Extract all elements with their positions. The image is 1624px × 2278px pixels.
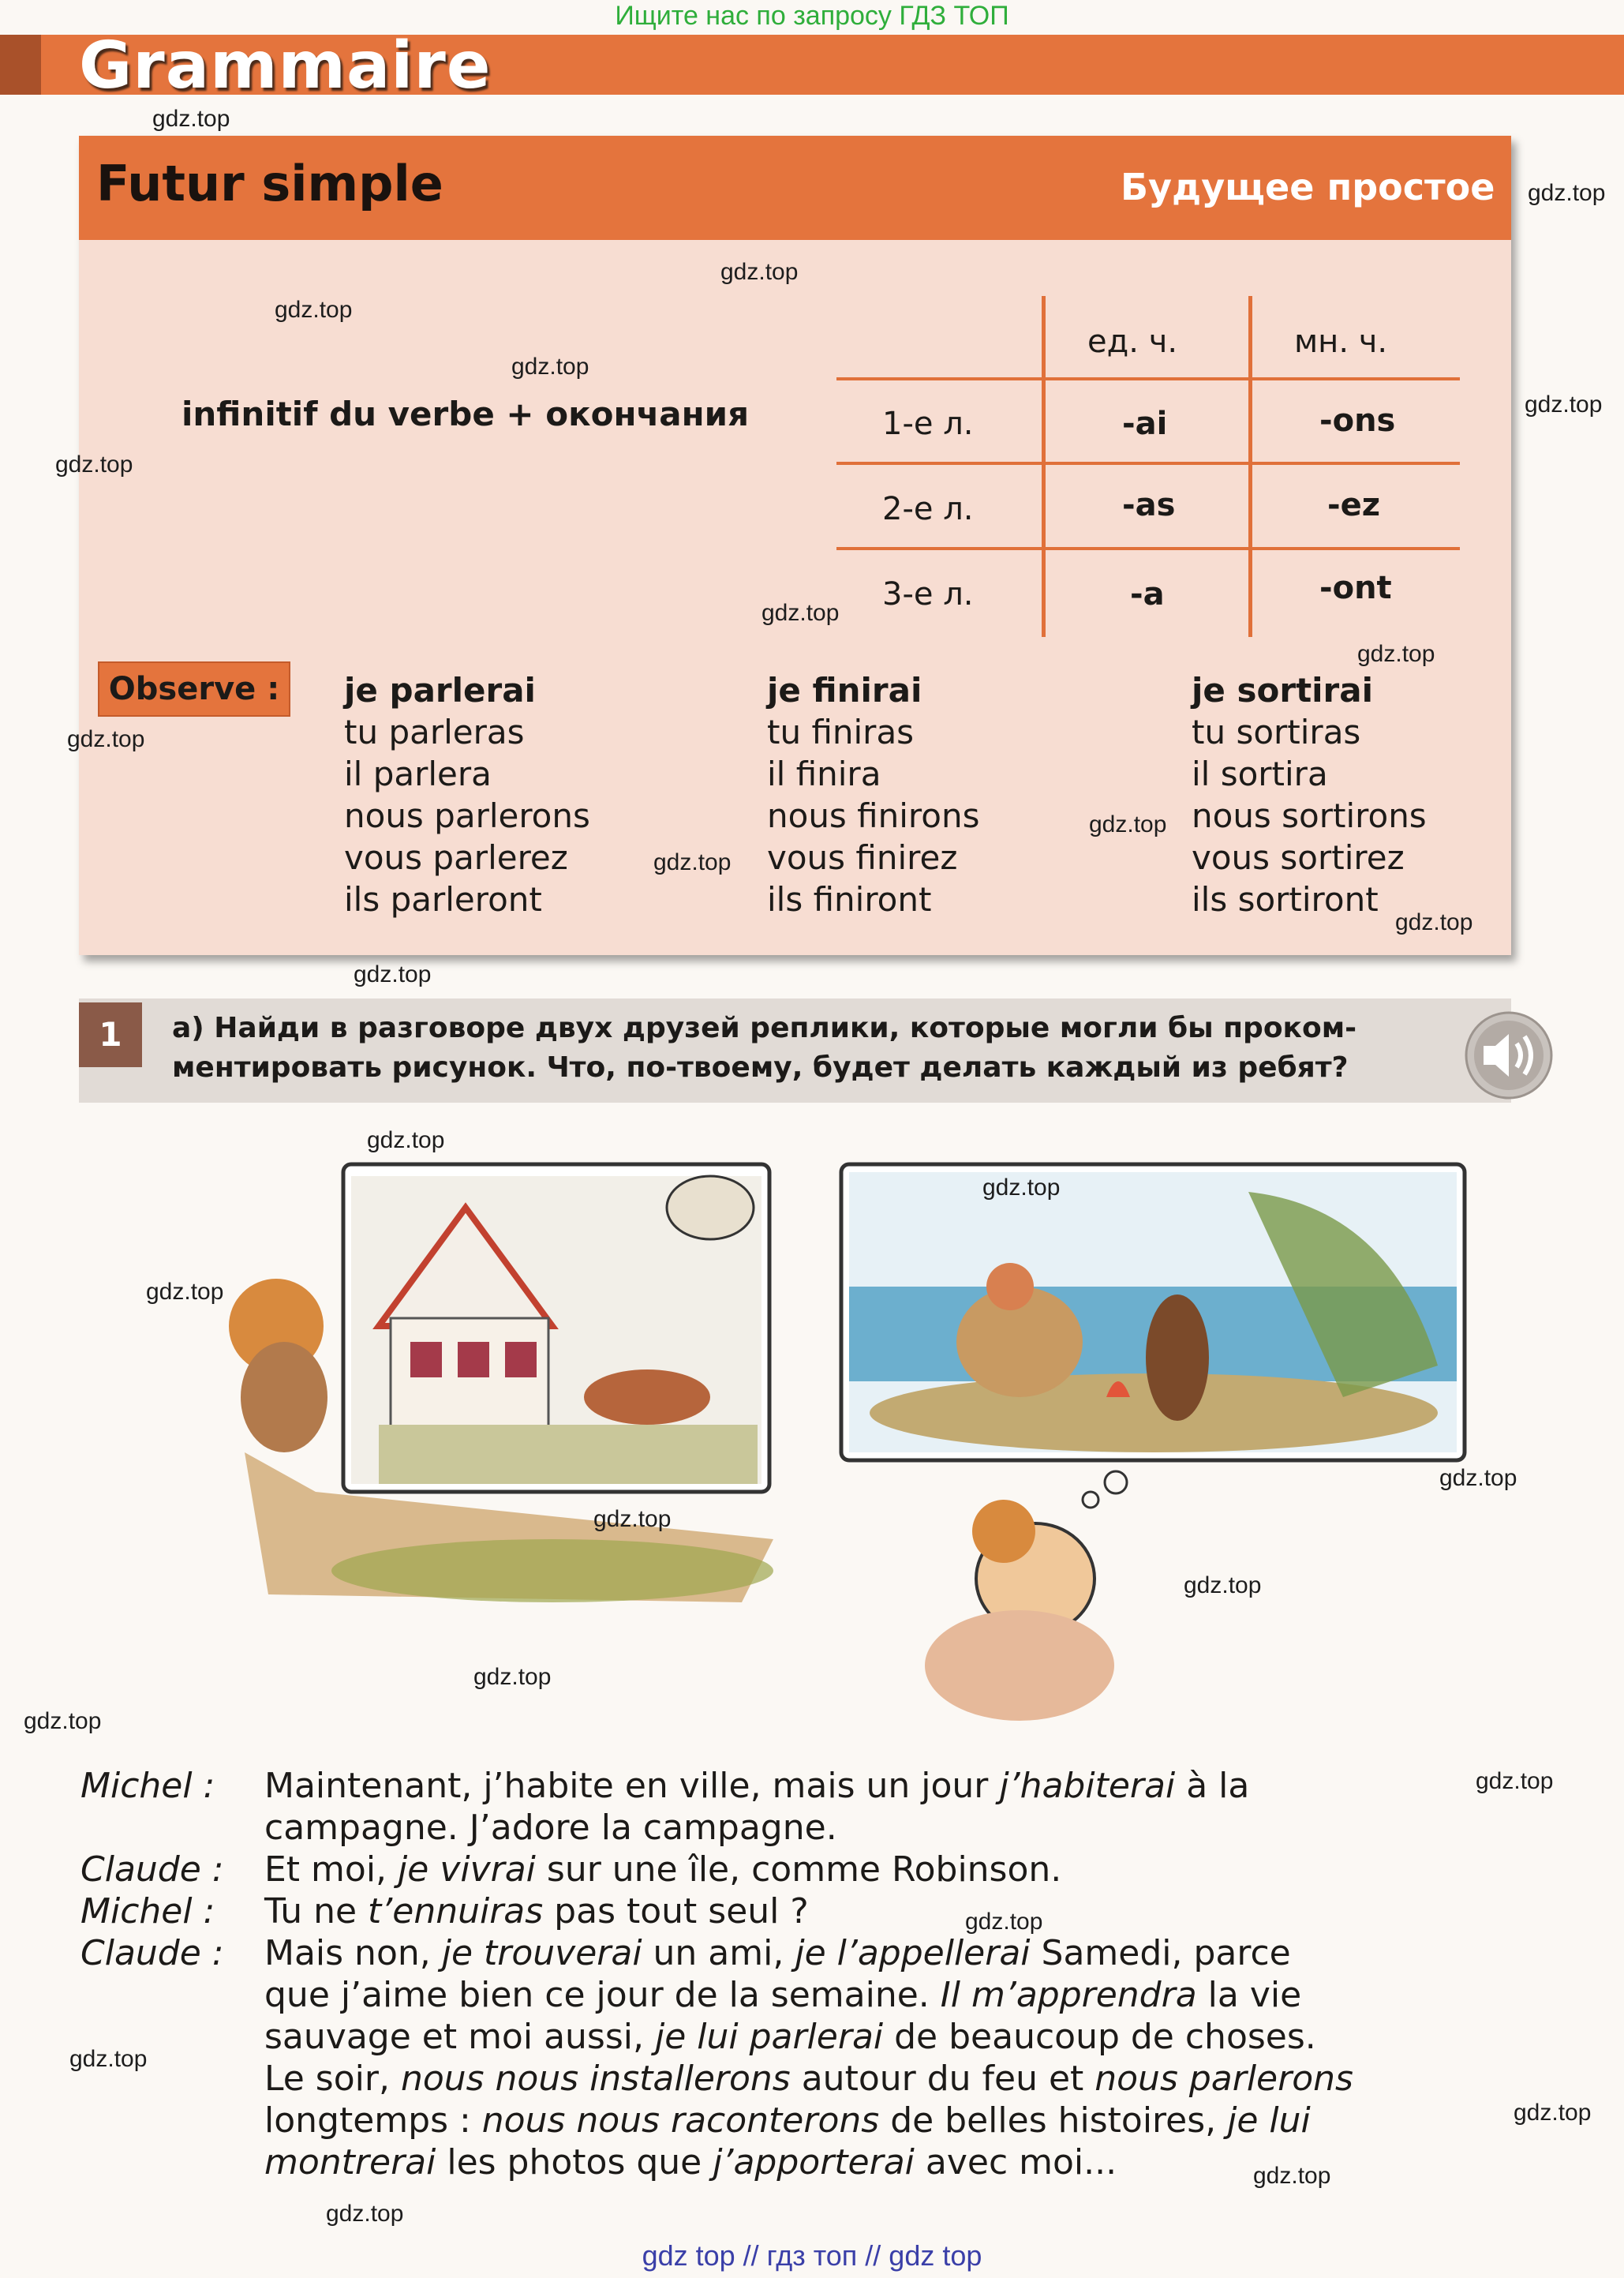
table-hline-1 [836, 377, 1460, 380]
island-illustration [838, 1160, 1501, 1729]
col-singular: ед. ч. [1087, 324, 1178, 360]
ending-3-sg: -a [1130, 576, 1165, 613]
conjugation-parler: je parlerai tu parleras il parlera nous parlerons vous parlerez ils parleront [344, 671, 590, 919]
person-2: 2-е л. [882, 491, 974, 527]
watermark: gdz.top [593, 1506, 672, 1532]
watermark: gdz.top [1357, 641, 1435, 667]
grammar-title: Futur simple [96, 155, 443, 212]
speaker-claude-2: Claude : [80, 1933, 224, 1973]
watermark: gdz.top [511, 354, 589, 380]
person-1: 1-е л. [882, 406, 974, 442]
dialogue-text: Maintenant, j’habite en ville, mais un jour j’habiterai à la campagne. J’adore la campagne. Et moi, je vivrai sur une île, comme Robinson. Tu ne t’ennuiras pas tout seul ? Mais non, je trouverai un ami, je l’appellerai Samedi, parce que j’aime bien ce jour de la semaine. Il m’apprendra la vie sauvage et moi aussi, je lui parlerai de beaucoup de choses. Le soir, nous nous installerons autour du feu et nous parlerons longtemps : nous nous raconterons de belles histoires, je lui montrerai les photos que j’apporterai avec moi... [264, 1766, 1353, 2182]
audio-speaker-icon[interactable] [1460, 1010, 1562, 1101]
watermark: gdz.top [1089, 811, 1167, 837]
rule-text: infinitif du verbe + окончания [181, 395, 750, 433]
ending-2-sg: -as [1122, 487, 1176, 523]
table-vline-2 [1248, 296, 1252, 637]
grammar-title-ru: Будущее простое [1121, 166, 1495, 208]
table-hline-2 [836, 462, 1460, 465]
watermark: gdz.top [1476, 1768, 1554, 1794]
watermark: gdz.top [965, 1909, 1043, 1935]
exercise-number: 1 [79, 1002, 142, 1067]
ending-2-pl: -ez [1327, 487, 1381, 523]
watermark: gdz.top [473, 1664, 552, 1690]
table-hline-3 [836, 547, 1460, 550]
watermark: gdz.top [982, 1175, 1061, 1201]
watermark: gdz.top [653, 849, 732, 875]
watermark: gdz.top [1184, 1572, 1262, 1598]
watermark: gdz.top [24, 1708, 102, 1734]
watermark: gdz.top [1395, 909, 1473, 935]
exercise-instruction: a) Найди в разговоре двух друзей реплики, которые могли бы прокoм- ментировать рисунок. Что, по-твоему, будет делать каждый из ребят? [172, 1012, 1357, 1084]
ending-3-pl: -ont [1319, 570, 1392, 606]
speaker-michel-1: Michel : [80, 1766, 215, 1806]
countryside-illustration [221, 1160, 789, 1650]
ending-1-sg: -ai [1122, 406, 1168, 442]
watermark: gdz.top [1253, 2163, 1331, 2189]
watermark: gdz.top [55, 451, 133, 478]
top-link[interactable]: Ищите нас по запросу ГДЗ ТОП [615, 1, 1009, 31]
watermark: gdz.top [146, 1279, 224, 1305]
watermark: gdz.top [354, 961, 432, 987]
watermark: gdz.top [1528, 180, 1606, 206]
person-3: 3-е л. [882, 576, 974, 613]
conjugation-finir: je finirai tu finiras il finira nous finirons vous finirez ils finiront [767, 671, 980, 919]
watermark: gdz.top [326, 2201, 404, 2227]
watermark: gdz.top [69, 2046, 148, 2072]
watermark: gdz.top [67, 726, 145, 752]
watermark: gdz.top [152, 106, 230, 132]
watermark: gdz.top [275, 297, 353, 323]
speaker-michel-2: Michel : [80, 1891, 215, 1931]
bottom-link[interactable]: gdz top // гдз топ // gdz top [642, 2239, 982, 2272]
section-title: Grammaire [79, 28, 492, 103]
ending-1-pl: -ons [1319, 403, 1396, 439]
watermark: gdz.top [1439, 1465, 1517, 1491]
conjugation-sortir: je sortirai tu sortiras il sortira nous sortirons vous sortirez ils sortiront [1192, 671, 1427, 919]
watermark: gdz.top [367, 1127, 445, 1153]
observe-label: Observe : [98, 661, 290, 717]
watermark: gdz.top [761, 600, 840, 626]
col-plural: мн. ч. [1294, 324, 1388, 360]
watermark: gdz.top [1525, 392, 1603, 418]
watermark: gdz.top [1514, 2100, 1592, 2126]
watermark: gdz.top [720, 259, 799, 285]
speaker-claude-1: Claude : [80, 1849, 224, 1890]
table-vline-1 [1042, 296, 1046, 637]
